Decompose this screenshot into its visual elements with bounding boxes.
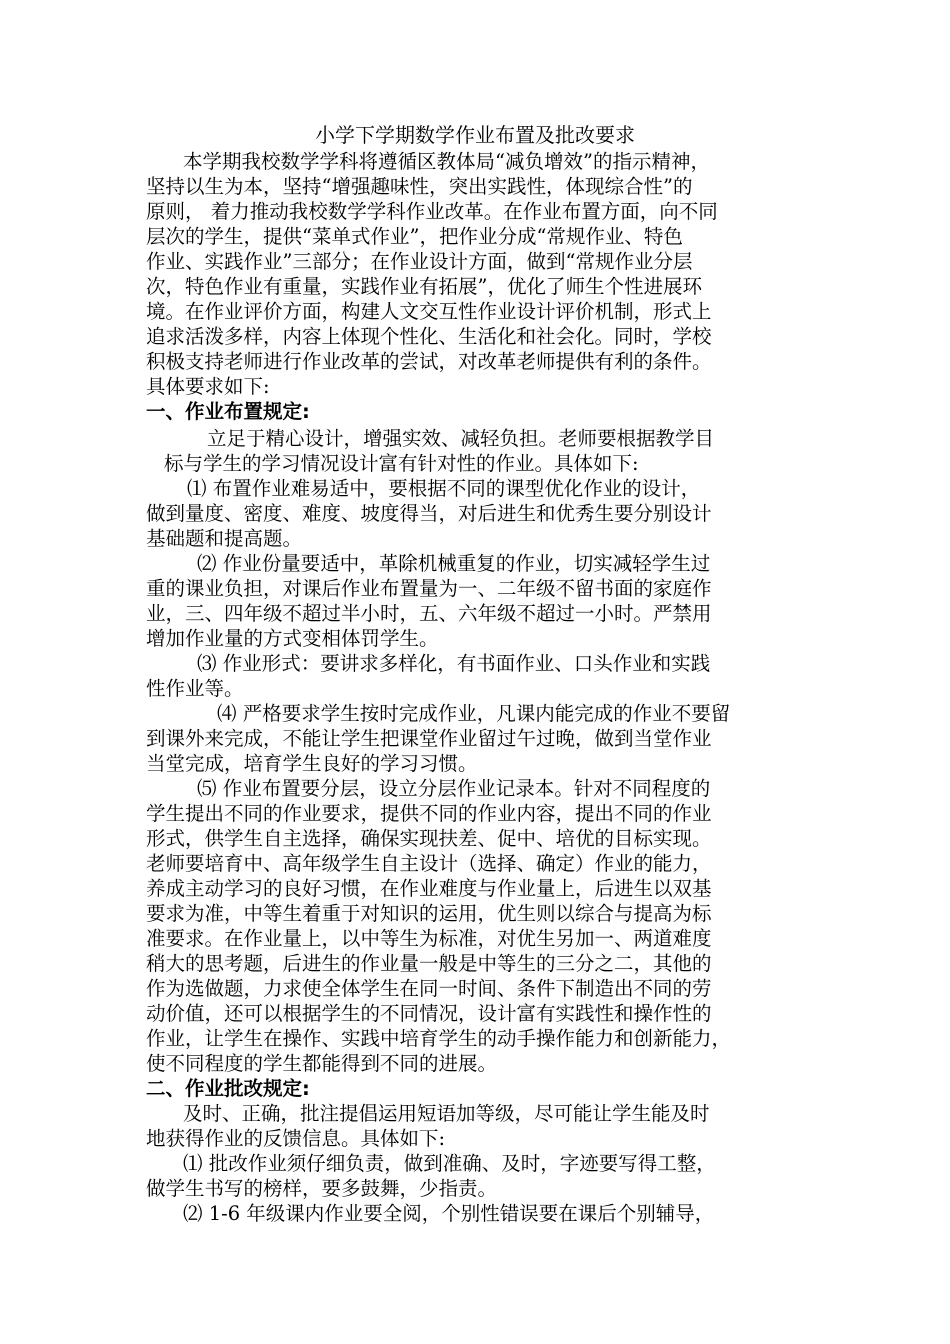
section1-item5-line: 养成主动学习的良好习惯，在作业难度与作业量上，后进生以双基 [146,877,712,900]
intro-line: 具体要求如下: [146,375,270,398]
section1-item4-line: 到课外来完成，不能让学生把课堂作业留过午过晚，做到当堂作业 [146,727,712,750]
intro-line: 境。在作业评价方面，构建人文交互性作业设计评价机制，形式上 [146,300,712,323]
section1-item5-line: 学生提出不同的作业要求，提供不同的作业内容，提出不同的作业 [146,802,712,825]
section1-item2-line: ⑵ 作业份量要适中，革除机械重复的作业，切实减轻学生过 [197,552,711,575]
section1-item5-line: 准要求。在作业量上，以中等生为标准，对优生另加一、两道难度 [146,927,712,950]
section1-item1-line: ⑴ 布置作业难易适中，要根据不同的课型优化作业的设计， [187,477,701,500]
section2-item1-line: 做学生书写的榜样，要多鼓舞，少指责。 [146,1177,498,1200]
intro-line: 作业、实践作业”三部分；在作业设计方面，做到“常规作业分层 [146,250,693,273]
section1-item2-line: 业，三、四年级不超过半小时，五、六年级不超过一小时。严禁用 [146,602,712,625]
section1-item1-line: 做到量度、密度、难度、坡度得当，对后进生和优秀生要分别设计 [146,502,712,525]
section1-lead-line: 立足于精心设计，增强实效、减轻负担。老师要根据教学目 [207,427,715,450]
intro-line: 层次的学生，提供“菜单式作业”，把作业分成“常规作业、特色 [146,225,683,248]
section1-item5-line: 作为选做题，力求使全体学生在同一时间、条件下制造出不同的劳 [146,977,712,1000]
section1-item5-line: 动价值，还可以根据学生的不同情况，设计富有实践性和操作性的 [146,1002,712,1025]
intro-line: 原则， 着力推动我校数学学科作业改革。在作业布置方面，向不同 [146,200,718,223]
intro-line: 本学期我校数学学科将遵循区教体局“减负增效”的指示精神， [183,150,710,173]
intro-line: 追求活泼多样，内容上体现个性化、生活化和社会化。同时，学校 [146,325,712,348]
section1-item3-line: ⑶ 作业形式：要讲求多样化，有书面作业、口头作业和实践 [197,652,711,675]
intro-line: 次，特色作业有重量，实践作业有拓展”，优化了师生个性进展环 [146,275,702,298]
section1-item5-line: ⑸ 作业布置要分层，设立分层作业记录本。针对不同程度的 [197,777,711,800]
section1-item3-line: 性作业等。 [146,677,244,700]
section2-lead-line: 及时、正确，批注提倡运用短语加等级，尽可能让学生能及时 [183,1102,710,1125]
section2-lead-line: 地获得作业的反馈信息。具体如下: [146,1127,446,1150]
intro-line: 坚持以生为本，坚持“增强趣味性，突出实践性，体现综合性”的 [146,175,693,198]
document-title: 小学下学期数学作业布置及批改要求 [315,123,635,147]
section1-item5-line: 形式，供学生自主选择，确保实现扶差、促中、培优的目标实现。 [146,827,712,850]
section1-item2-line: 重的课业负担，对课后作业布置量为一、二年级不留书面的家庭作 [146,577,712,600]
section1-item5-line: 老师要培育中、高年级学生自主设计（选择、确定）作业的能力， [146,852,712,875]
section1-item4-line: ⑷ 严格要求学生按时完成作业，凡课内能完成的作业不要留 [217,702,731,725]
section1-item5-line: 使不同程度的学生都能得到不同的进展。 [146,1052,498,1075]
section1-item4-line: 当堂完成，培育学生良好的学习习惯。 [146,752,478,775]
section2-item2-line: ⑵ 1-6 年级课内作业要全阅，个别性错误要在课后个别辅导， [183,1202,715,1225]
intro-line: 积极支持老师进行作业改革的尝试，对改革老师提供有利的条件。 [146,350,712,373]
section-heading-assignment: 一、作业布置规定: [146,400,310,423]
section-heading-grading: 二、作业批改规定: [146,1077,310,1100]
section1-item2-line: 增加作业量的方式变相体罚学生。 [146,627,439,650]
section2-item1-line: ⑴ 批改作业须仔细负责，做到准确、及时，字迹要写得工整， [183,1152,716,1175]
section1-item5-line: 要求为准，中等生着重于对知识的运用，优生则以综合与提高为标 [146,902,712,925]
section1-lead-line: 标与学生的学习情况设计富有针对性的作业。具体如下: [164,452,639,475]
section1-item1-line: 基础题和提高题。 [146,527,303,550]
section1-item5-line: 稍大的思考题，后进生的作业量一般是中等生的三分之二，其他的 [146,952,712,975]
section1-item5-line: 作业，让学生在操作、实践中培育学生的动手操作能力和创新能力， [146,1027,732,1050]
